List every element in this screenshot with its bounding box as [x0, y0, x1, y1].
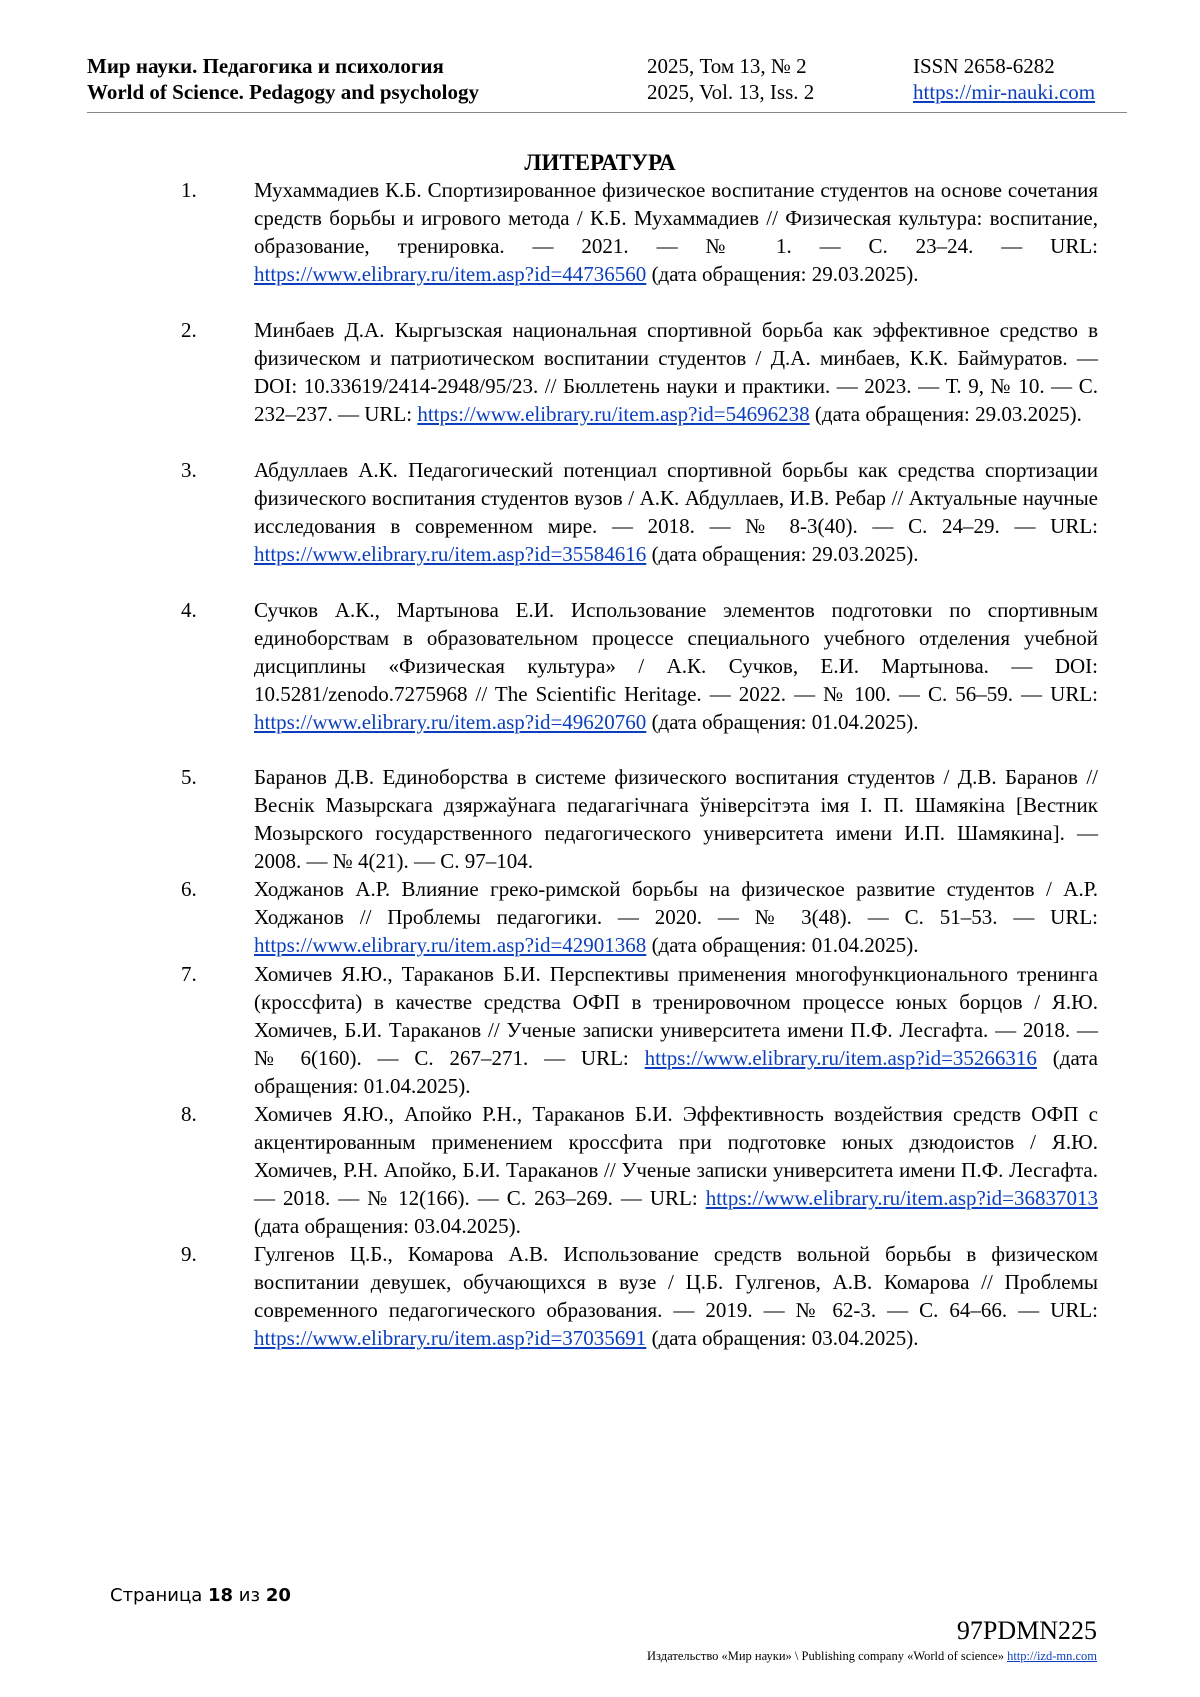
journal-title-en: World of Science. Pedagogy and psychology [87, 80, 480, 104]
publisher-line [647, 1648, 1097, 1664]
reference-number: 9. [181, 1242, 197, 1266]
reference-text: Хомичев Я.Ю., Тараканов Б.И. Перспективы применения многофункционального тренинга (кроссфита) в качестве средства ОФП в тренировочном процессе юных борцов / Я.Ю. Хомичев, Б.И. Тараканов // Ученые записки университета имени П.Ф. Лесгафта. — 2018. — № 6(160). — С. 267–271. — URL: https://www.elibrary.ru/item.asp?id=35266316 (дата обращения: 01.04.2025). [254, 962, 1098, 1098]
reference-number: 6. [181, 877, 197, 901]
reference-text: Абдуллаев А.К. Педагогический потенциал спортивной борьбы как средства спортизации физического воспитания студентов вузов / А.К. Абдуллаев, И.В. Ребар // Актуальные научные исследования в современном мире. — 2018. — № 8-3(40). — С. 24–29. — URL: https://www.elibrary.ru/item.asp?id=35584616 (дата обращения: 29.03.2025). [254, 458, 1098, 566]
header-row-ru [87, 52, 1127, 80]
reference-link[interactable]: https://www.elibrary.ru/item.asp?id=35584616 [254, 542, 647, 566]
publisher-text: Издательство «Мир науки» \ Publishing company «World of science» [647, 1649, 1008, 1663]
reference-link[interactable]: https://www.elibrary.ru/item.asp?id=49620760 [254, 710, 647, 734]
reference-number: 2. [181, 318, 197, 342]
page-of: из [238, 1585, 261, 1606]
reference-number: 5. [181, 765, 197, 789]
journal-site-link[interactable]: https://mir-nauki.com [913, 80, 1096, 104]
reference-text: Сучков А.К., Мартынова Е.И. Использование элементов подготовки по спортивным единоборствам в образовательном процессе специального учебного отделения учебной дисциплины «Физическая культура» / А.К. Сучков, Е.И. Мартынова. — DOI: 10.5281/zenodo.7275968 // The Scientific Heritage. — 2022. — № 100. — С. 56–59. — URL: https://www.elibrary.ru/item.asp?id=49620760 (дата обращения: 01.04.2025). [254, 598, 1098, 734]
reference-link[interactable]: https://www.elibrary.ru/item.asp?id=36837013 [705, 1186, 1098, 1210]
reference-text: Баранов Д.В. Единоборства в системе физического воспитания студентов / Д.В. Баранов // Веснік Мазырскага дзяржаўнага педагагічнага ўніверсітэта імя І. П. Шамякіна [Вестник Мозырского государственного педагогического университета имени И.П. Шамякина]. — 2008. — № 4(21). — С. 97–104. [254, 765, 1098, 873]
journal-header [87, 50, 1127, 113]
article-code: 97PDMN225 [956, 1616, 1097, 1645]
page-current: 18 [208, 1585, 234, 1606]
reference-number: 7. [181, 962, 197, 986]
reference-text: Ходжанов А.Р. Влияние греко-римской борьбы на физическое развитие студентов / А.Р. Ходжанов // Проблемы педагогики. — 2020. — № 3(48). — С. 51–53. — URL: https://www.elibrary.ru/item.asp?id=42901368 (дата обращения: 01.04.2025). [254, 877, 1098, 957]
reference-text: Хомичев Я.Ю., Апойко Р.Н., Тараканов Б.И. Эффективность воздействия средств ОФП с акцентированным применением кроссфита при подготовке юных дзюдоистов / Я.Ю. Хомичев, Р.Н. Апойко, Б.И. Тараканов // Ученые записки университета имени П.Ф. Лесгафта. — 2018. — № 12(166). — С. 263–269. — URL: https://www.elibrary.ru/item.asp?id=36837013 (дата обращения: 03.04.2025). [254, 1102, 1098, 1238]
section-title: ЛИТЕРАТУРА [524, 150, 676, 175]
reference-link[interactable]: https://www.elibrary.ru/item.asp?id=54696238 [417, 402, 810, 426]
reference-link[interactable]: https://www.elibrary.ru/item.asp?id=44736560 [254, 262, 647, 286]
reference-link[interactable]: https://www.elibrary.ru/item.asp?id=35266316 [644, 1046, 1037, 1070]
reference-number: 1. [181, 178, 197, 202]
volume-ru: 2025, Том 13, № 2 [647, 54, 807, 78]
page-total: 20 [265, 1585, 291, 1606]
journal-title-ru: Мир науки. Педагогика и психология [87, 54, 444, 78]
reference-link[interactable]: https://www.elibrary.ru/item.asp?id=42901368 [254, 933, 647, 957]
reference-text: Мухаммадиев К.Б. Спортизированное физическое воспитание студентов на основе сочетания средств борьбы и игрового метода / К.Б. Мухаммадиев // Физическая культура: воспитание, образование, тренировка. — 2021. — № 1. — С. 23–24. — URL: https://www.elibrary.ru/item.asp?id=44736560 (дата обращения: 29.03.2025). [254, 178, 1098, 286]
reference-number: 4. [181, 598, 197, 622]
reference-text: Гулгенов Ц.Б., Комарова А.В. Использование средств вольной борьбы в физическом воспитании девушек, обучающихся в вузе / Ц.Б. Гулгенов, А.В. Комарова // Проблемы современного педагогического образования. — 2019. — № 62-3. — С. 64–66. — URL: https://www.elibrary.ru/item.asp?id=37035691 (дата обращения: 03.04.2025). [254, 1242, 1098, 1350]
header-row-en [87, 78, 1127, 106]
volume-en: 2025, Vol. 13, Iss. 2 [647, 80, 815, 104]
issn: ISSN 2658-6282 [913, 54, 1055, 78]
reference-number: 8. [181, 1102, 197, 1126]
reference-link[interactable]: https://www.elibrary.ru/item.asp?id=37035691 [254, 1326, 647, 1350]
page-label: Страница [110, 1585, 203, 1606]
reference-text: Минбаев Д.А. Кыргызская национальная спортивной борьба как эффективное средство в физическом и патриотическом воспитании студентов / Д.А. минбаев, К.К. Баймуратов. — DOI: 10.33619/2414-2948/95/23. // Бюллетень науки и практики. — 2023. — Т. 9, № 10. — С. 232–237. — URL: https://www.elibrary.ru/item.asp?id=54696238 (дата обращения: 29.03.2025). [254, 318, 1098, 426]
publisher-link[interactable]: http://izd-mn.com [1007, 1649, 1097, 1663]
page-counter [110, 1585, 291, 1607]
reference-number: 3. [181, 458, 197, 482]
